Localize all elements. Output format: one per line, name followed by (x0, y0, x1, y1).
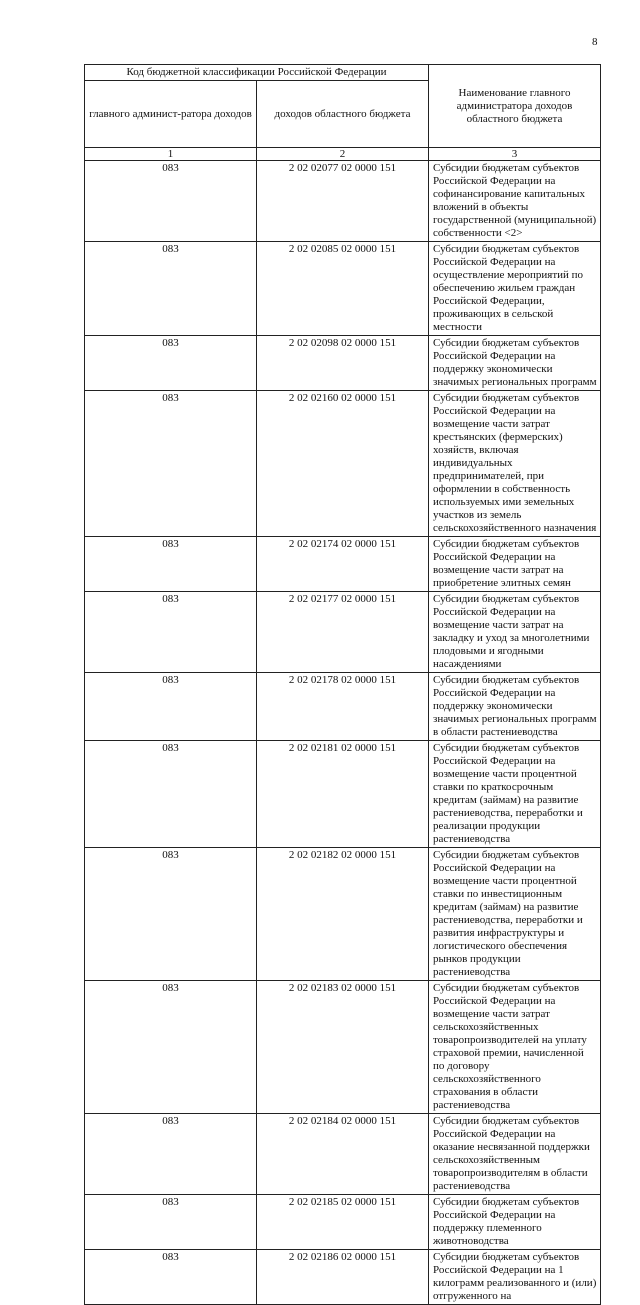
revenue-code-cell: 2 02 02182 02 0000 151 (257, 848, 429, 981)
admin-code-cell: 083 (85, 161, 257, 242)
table-row (85, 391, 601, 537)
table-row (85, 592, 601, 673)
revenue-code-cell: 2 02 02177 02 0000 151 (257, 592, 429, 673)
revenue-name-cell: Субсидии бюджетам субъектов Российской Федерации на поддержку племенного животноводства (429, 1195, 601, 1250)
revenue-code-cell: 2 02 02181 02 0000 151 (257, 741, 429, 848)
admin-code-cell: 083 (85, 391, 257, 537)
table-row (85, 741, 601, 848)
revenue-code-cell: 2 02 02183 02 0000 151 (257, 981, 429, 1114)
revenue-code-cell: 2 02 02178 02 0000 151 (257, 673, 429, 741)
admin-code-cell: 083 (85, 1195, 257, 1250)
revenue-code-cell: 2 02 02098 02 0000 151 (257, 336, 429, 391)
admin-code-cell: 083 (85, 242, 257, 336)
table-row (85, 537, 601, 592)
revenue-code-cell: 2 02 02085 02 0000 151 (257, 242, 429, 336)
admin-code-cell: 083 (85, 1114, 257, 1195)
admin-code-cell: 083 (85, 592, 257, 673)
revenue-name-cell: Субсидии бюджетам субъектов Российской Федерации на оказание несвязанной поддержки сельскохозяйственным товаропроизводителям в области растениеводства (429, 1114, 601, 1195)
admin-code-cell: 083 (85, 741, 257, 848)
header-row-group (85, 65, 601, 81)
revenue-code-cell: 2 02 02174 02 0000 151 (257, 537, 429, 592)
header-revenue-column: доходов областного бюджета (257, 81, 429, 148)
table-row (85, 848, 601, 981)
table-row (85, 1195, 601, 1250)
admin-code-cell: 083 (85, 336, 257, 391)
admin-code-cell: 083 (85, 537, 257, 592)
revenue-name-cell: Субсидии бюджетам субъектов Российской Федерации на софинансирование капитальных вложений в объекты государственной (муниципальной) собственности <2> (429, 161, 601, 242)
revenue-name-cell: Субсидии бюджетам субъектов Российской Федерации на возмещение части затрат на приобретение элитных семян (429, 537, 601, 592)
revenue-name-cell: Субсидии бюджетам субъектов Российской Федерации на возмещение части процентной ставки по краткосрочным кредитам (займам) на развитие растениеводства, переработки и реализации продукции растениеводства (429, 741, 601, 848)
admin-code-cell: 083 (85, 981, 257, 1114)
revenue-name-cell: Субсидии бюджетам субъектов Российской Федерации на осуществление мероприятий по обеспечению жильем граждан Российской Федерации, проживающих в сельской местности (429, 242, 601, 336)
revenue-code-cell: 2 02 02160 02 0000 151 (257, 391, 429, 537)
header-admin-column: главного админист-ратора доходов (85, 81, 257, 148)
revenue-name-cell: Субсидии бюджетам субъектов Российской Федерации на возмещение части процентной ставки по инвестиционным кредитам (займам) на развитие растениеводства, переработки и развития инфраструктуры и логистического обеспечения рынков продукции растениеводства (429, 848, 601, 981)
admin-code-cell: 083 (85, 848, 257, 981)
table-row (85, 981, 601, 1114)
revenue-name-cell: Субсидии бюджетам субъектов Российской Федерации на возмещение части затрат крестьянских (фермерских) хозяйств, включая индивидуальных предпринимателей, при оформлении в собственность используемых ими земельных участков из земель сельскохозяйственного назначения (429, 391, 601, 537)
header-name-column: Наименование главного администратора доходов областного бюджета (429, 65, 601, 148)
table-row (85, 242, 601, 336)
admin-code-cell: 083 (85, 673, 257, 741)
column-number-2: 2 (257, 148, 429, 161)
table-row (85, 1250, 601, 1305)
budget-classification-table (84, 64, 601, 1305)
table-body (85, 161, 601, 1305)
revenue-name-cell: Субсидии бюджетам субъектов Российской Федерации на 1 килограмм реализованного и (или) отгруженного на (429, 1250, 601, 1305)
column-number-3: 3 (429, 148, 601, 161)
revenue-code-cell: 2 02 02185 02 0000 151 (257, 1195, 429, 1250)
page-number: 8 (592, 36, 598, 48)
revenue-code-cell: 2 02 02077 02 0000 151 (257, 161, 429, 242)
table-row (85, 161, 601, 242)
column-number-1: 1 (85, 148, 257, 161)
revenue-name-cell: Субсидии бюджетам субъектов Российской Федерации на возмещение части затрат на закладку и уход за многолетними плодовыми и ягодными насаждениями (429, 592, 601, 673)
revenue-name-cell: Субсидии бюджетам субъектов Российской Федерации на возмещение части затрат сельскохозяйственных товаропроизводителей на уплату страховой премии, начисленной по договору сельскохозяйственного страхования в области растениеводства (429, 981, 601, 1114)
admin-code-cell: 083 (85, 1250, 257, 1305)
revenue-code-cell: 2 02 02184 02 0000 151 (257, 1114, 429, 1195)
header-budget-code-group: Код бюджетной классификации Российской Федерации (85, 65, 429, 81)
revenue-name-cell: Субсидии бюджетам субъектов Российской Федерации на поддержку экономически значимых региональных программ в области растениеводства (429, 673, 601, 741)
table-row (85, 336, 601, 391)
table-row (85, 673, 601, 741)
revenue-name-cell: Субсидии бюджетам субъектов Российской Федерации на поддержку экономически значимых региональных программ (429, 336, 601, 391)
table-row (85, 1114, 601, 1195)
column-number-row (85, 148, 601, 161)
revenue-code-cell: 2 02 02186 02 0000 151 (257, 1250, 429, 1305)
